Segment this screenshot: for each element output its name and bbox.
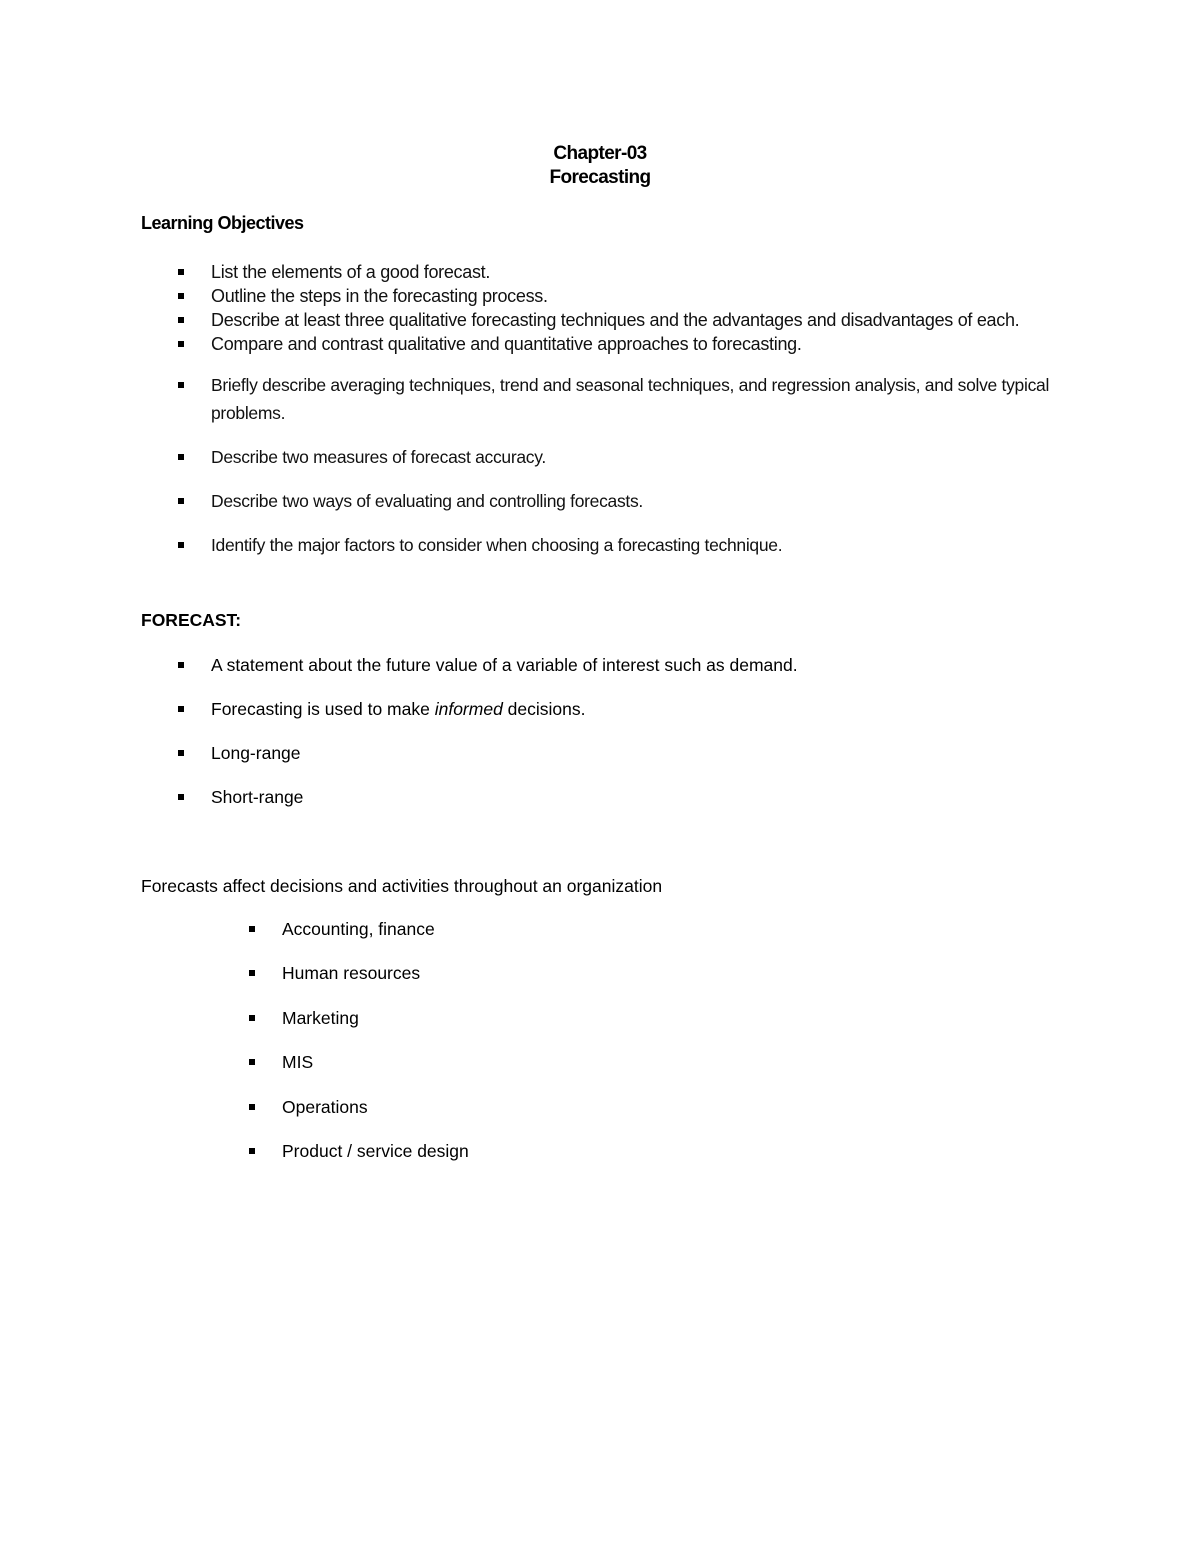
list-item: Forecasting is used to make informed decisions. <box>141 695 1041 739</box>
square-bullet-icon <box>178 317 184 323</box>
chapter-number: Chapter-03 <box>553 143 647 164</box>
list-item: Compare and contrast qualitative and quantitative approaches to forecasting. <box>141 332 1061 356</box>
list-item: A statement about the future value of a variable of interest such as demand. <box>141 651 1041 695</box>
square-bullet-icon <box>249 1059 255 1065</box>
list-item: MIS <box>141 1048 1041 1092</box>
list-item: Identify the major factors to consider when choosing a forecasting technique. <box>141 531 1061 559</box>
list-item: Describe at least three qualitative forecasting techniques and the advantages and disadvantages of each. <box>141 308 1061 332</box>
square-bullet-icon <box>178 454 184 460</box>
list-item: Operations <box>141 1093 1041 1137</box>
list-item: Long-range <box>141 739 1041 783</box>
forecast-heading: FORECAST: <box>141 610 242 630</box>
list-item: Short-range <box>141 783 1041 827</box>
square-bullet-icon <box>178 382 184 388</box>
square-bullet-icon <box>249 970 255 976</box>
learning-objectives-list <box>141 260 1061 559</box>
chapter-title <box>0 142 1200 190</box>
square-bullet-icon <box>249 1104 255 1110</box>
square-bullet-icon <box>178 269 184 275</box>
list-item: Human resources <box>141 959 1041 1003</box>
learning-objectives-heading: Learning Objectives <box>141 213 304 233</box>
square-bullet-icon <box>178 750 184 756</box>
square-bullet-icon <box>178 498 184 504</box>
square-bullet-icon <box>249 1148 255 1154</box>
square-bullet-icon <box>178 341 184 347</box>
list-item: Describe two measures of forecast accuracy. <box>141 443 1061 471</box>
list-item: Briefly describe averaging techniques, trend and seasonal techniques, and regression analysis, and solve typical problems. <box>141 371 1061 427</box>
list-item: Accounting, finance <box>141 915 1041 959</box>
list-item: List the elements of a good forecast. <box>141 260 1061 284</box>
forecast-list <box>141 651 1041 827</box>
square-bullet-icon <box>178 662 184 668</box>
square-bullet-icon <box>178 706 184 712</box>
list-item: Outline the steps in the forecasting process. <box>141 284 1061 308</box>
square-bullet-icon <box>178 293 184 299</box>
square-bullet-icon <box>249 1015 255 1021</box>
chapter-name: Forecasting <box>549 167 651 188</box>
list-item: Marketing <box>141 1004 1041 1048</box>
square-bullet-icon <box>249 926 255 932</box>
list-item: Product / service design <box>141 1137 1041 1181</box>
decisions-list <box>141 915 1041 1181</box>
decisions-intro: Forecasts affect decisions and activities throughout an organization <box>141 876 663 896</box>
square-bullet-icon <box>178 542 184 548</box>
square-bullet-icon <box>178 794 184 800</box>
list-item: Describe two ways of evaluating and controlling forecasts. <box>141 487 1061 515</box>
